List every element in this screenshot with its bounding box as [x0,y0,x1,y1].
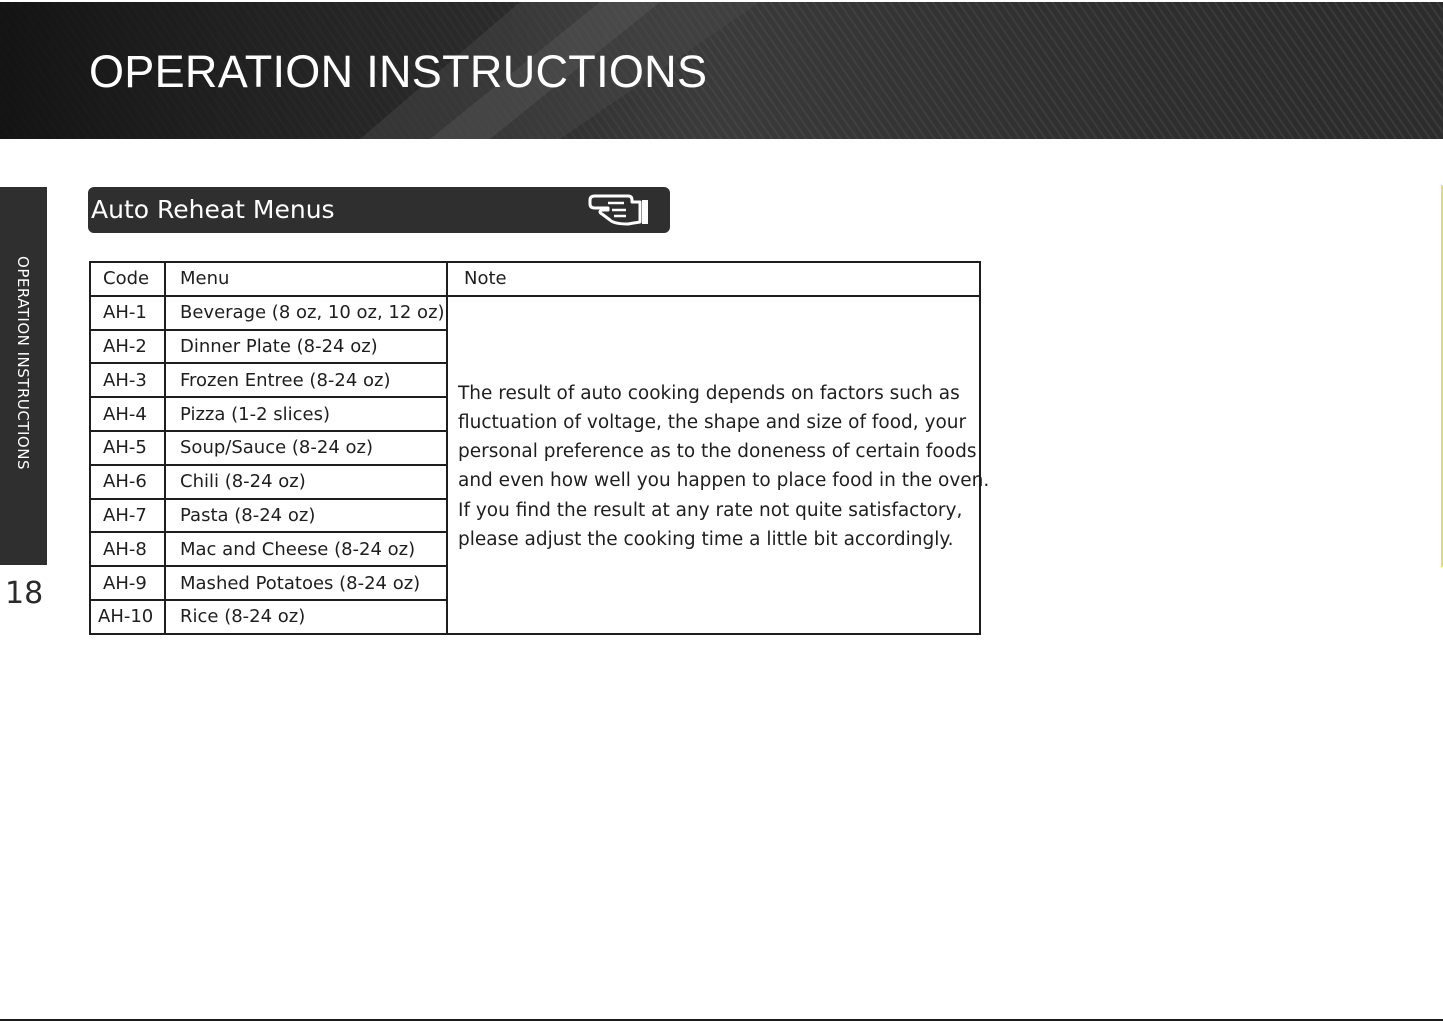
menu-cell: Rice (8-24 oz) [165,600,447,634]
menu-cell: Mashed Potatoes (8-24 oz) [165,566,447,600]
code-cell: AH-7 [90,499,165,533]
header-code: Code [90,262,165,296]
menu-cell: Dinner Plate (8-24 oz) [165,330,447,364]
menu-cell: Frozen Entree (8-24 oz) [165,363,447,397]
table-row [90,296,980,330]
page-number: 18 [5,576,44,611]
note-line: fluctuation of voltage, the shape and size of food, your [458,412,967,433]
code-cell: AH-9 [90,566,165,600]
menu-cell: Soup/Sauce (8-24 oz) [165,431,447,465]
note-line: and even how well you happen to place food in the oven. [458,470,990,492]
menu-cell: Chili (8-24 oz) [165,465,447,499]
header-menu: Menu [165,262,447,296]
pointing-hand-icon [588,192,652,228]
menu-cell: Pasta (8-24 oz) [165,499,447,533]
code-cell: AH-4 [90,397,165,431]
note-line: If you find the result at any rate not quite satisfactory, [458,499,963,521]
menu-cell: Pizza (1-2 slices) [165,397,447,431]
section-header-bar [88,187,670,233]
code-cell: AH-5 [90,431,165,465]
section-title: Auto Reheat Menus [91,195,335,224]
menu-cell: Mac and Cheese (8-24 oz) [165,532,447,566]
note-line: personal preference as to the doneness of certain foods [458,441,977,463]
header-note: Note [447,262,980,296]
side-tab-label: OPERATION INSTRUCTIONS [14,256,32,470]
menu-cell: Beverage (8 oz, 10 oz, 12 oz) [165,296,447,330]
code-cell: AH-8 [90,532,165,566]
code-cell: AH-6 [90,465,165,499]
code-cell: AH-10 [90,600,165,634]
code-cell: AH-2 [90,330,165,364]
note-cell [447,296,990,634]
note-line: The result of auto cooking depends on factors such as [458,382,960,404]
code-cell: AH-1 [90,296,165,330]
code-cell: AH-3 [90,363,165,397]
header-band [0,2,1443,139]
note-line: please adjust the cooking time a little bit accordingly. [458,528,954,550]
auto-reheat-table [89,261,990,635]
page-title: OPERATION INSTRUCTIONS [89,46,708,97]
table-header-row [90,262,980,296]
